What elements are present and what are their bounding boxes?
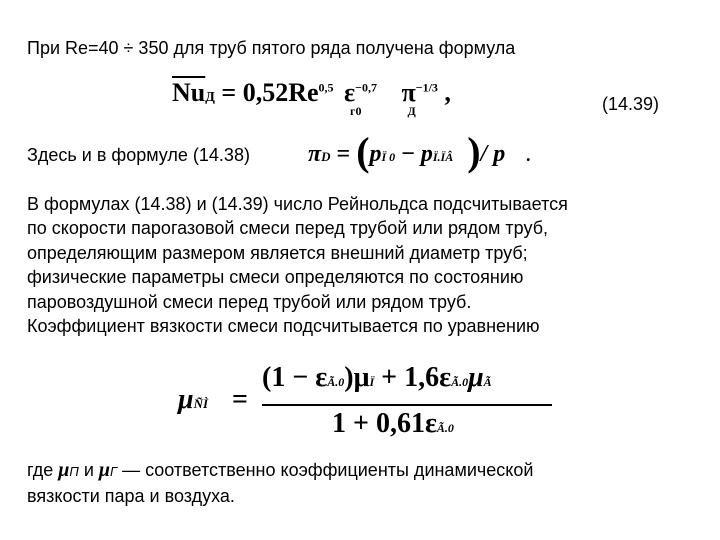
epsilon-symbol: ε	[344, 78, 356, 107]
num-part-a: (1 − ε	[262, 362, 328, 393]
paragraph-line: определяющим размером является внешний диаметр труб;	[27, 242, 528, 263]
equals-sign: =	[221, 78, 237, 107]
closing-word-and: и	[78, 460, 99, 480]
den-part-a-sub: Ã.0	[436, 421, 454, 435]
p-symbol-3: p	[493, 141, 506, 167]
mu-steam-subscript: П	[69, 464, 79, 479]
epsilon-subscript: г0	[350, 104, 362, 118]
equals-sign-3: =	[232, 384, 248, 415]
num-part-c-sub: Ã.0	[451, 375, 469, 389]
mu-air-symbol: μ	[98, 459, 111, 481]
p2-subscript: Ï.ÏÂ	[432, 150, 454, 164]
epsilon-exponent: −0,7	[355, 80, 377, 95]
formula-comma: ,	[444, 78, 451, 107]
closing-line-1	[27, 458, 533, 484]
paragraph-line: паровоздушной смеси перед трубой или рядом труб.	[27, 291, 472, 312]
left-paren: (	[356, 129, 370, 174]
pi-d-subscript: D	[321, 149, 331, 164]
pi-exponent: −1/3	[415, 80, 438, 95]
paragraph-line: Коэффициент вязкости смеси подсчитывается по уравнению	[27, 316, 540, 337]
num-part-c: + 1,6ε	[374, 362, 452, 393]
num-part-d: μ	[468, 362, 484, 393]
paragraph-line: В формулах (14.38) и (14.39) число Рейнольдса подсчитывается	[27, 194, 568, 214]
slash: /	[480, 141, 488, 167]
closing-rest: — соответственно коэффициенты динамической	[117, 460, 534, 480]
nu-subscript: Д	[205, 90, 215, 105]
mu-steam-symbol: μ	[58, 459, 70, 481]
p1-subscript: Ï 0	[381, 150, 396, 164]
nu-symbol: $\overline{Nu}$	[172, 78, 206, 107]
minus-sign: −	[401, 141, 415, 167]
formula-pi-d	[308, 124, 532, 174]
mu-mix-subscript: ÑÌ	[193, 396, 209, 411]
num-part-b: )μ	[344, 362, 370, 393]
formula-viscosity-lhs	[178, 384, 208, 416]
viscosity-numerator	[262, 362, 492, 394]
num-part-b-sub: Ï	[369, 375, 375, 389]
formula-dot: .	[525, 141, 532, 167]
closing-word-where: где	[27, 460, 59, 480]
re-exponent: 0,5	[318, 80, 334, 95]
num-part-d-sub: Ã	[483, 375, 492, 389]
here-line: Здесь и в формуле (14.38)	[27, 145, 250, 165]
fraction-bar	[262, 404, 552, 406]
equals-sign-2: =	[336, 141, 351, 167]
viscosity-denominator	[332, 408, 454, 440]
pi-d-symbol: π	[308, 141, 322, 167]
coef-re: 0,52Re	[242, 78, 319, 107]
closing-line-2: вязкости пара и воздуха.	[27, 486, 235, 506]
pi-symbol: π	[401, 78, 416, 107]
p-symbol-2: p	[420, 141, 433, 167]
formula-nusselt	[172, 78, 451, 118]
paragraph-line: по скорости парогазовой смеси перед трубой или рядом труб,	[27, 218, 548, 239]
p-symbol-1: p	[369, 141, 382, 167]
equation-number: (14.39)	[602, 94, 660, 114]
pi-subscript: Д	[407, 104, 416, 118]
den-part-a: 1 + 0,61ε	[332, 408, 437, 439]
mu-mix-symbol: μ	[178, 384, 194, 415]
mu-air-subscript: Г	[110, 464, 118, 479]
right-paren: )	[467, 129, 481, 174]
paragraph-line: физические параметры смеси определяются по состоянию	[27, 267, 524, 288]
num-part-a-sub: Ã.0	[327, 375, 345, 389]
intro-line: При Re=40 ÷ 350 для труб пятого ряда получена формула	[27, 38, 516, 58]
body-paragraph	[27, 192, 697, 338]
